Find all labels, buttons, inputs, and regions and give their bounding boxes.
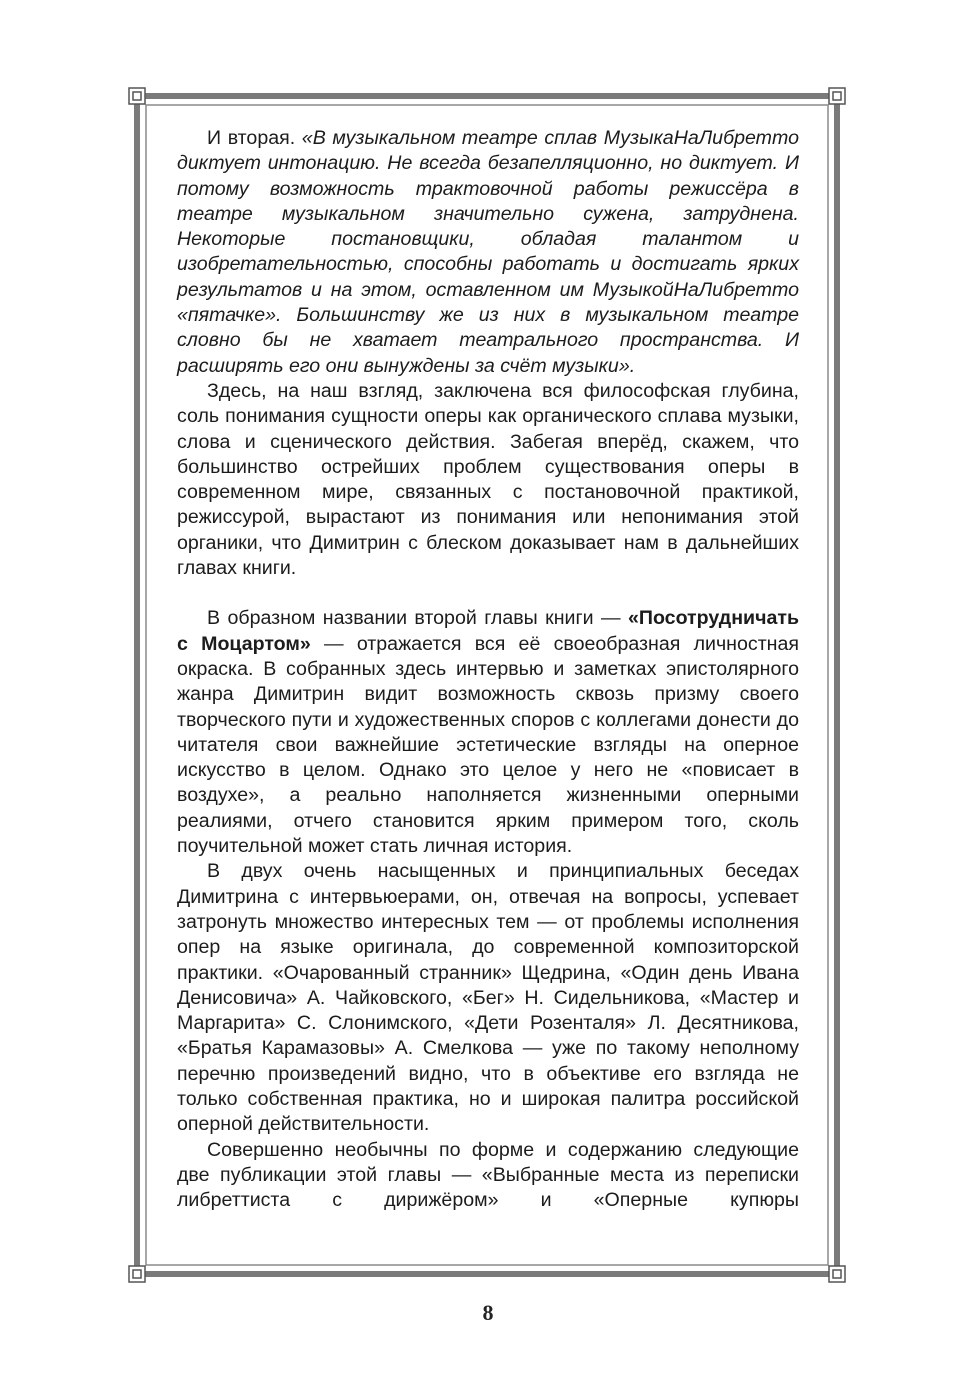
paragraph-second-chapter: В образном названии второй главы книги — «Посотрудничать с Моцартом» — отражается вся её своеобразная личностная окраска. В собранных здесь интервью и заметках эпистолярного жанра Димитрин видит возможность сквозь призму своего творческого пути и художественных споров с коллегами донести до читателя свои важнейшие эстетические взгляды на оперное искусство в целом. Однако это целое у него не «повисает в воздухе», а реально наполняется жизненными оперными реалиями, отчего становится ярким примером того, сколь поучительной может стать личная история. (177, 607, 800, 858)
corner-ornament-bottom-left (129, 1266, 145, 1282)
corner-ornament-top-right (829, 88, 845, 104)
corner-ornament-top-left (129, 88, 145, 104)
paragraph-interviews: В двух очень насыщенных и принципиальных беседах Димитрина с интервьюерами, он, отвечая на вопросы, успевает затронуть множество интересных тем — от проблемы исполнения опер на языке оригинала, до современной композиторской практики. «Очарованный странник» Щедрина, «Один день Ивана Денисовича» А. Чайковского, «Бег» Н. Сидельникова, «Мастер и Маргарита» С. Слонимского, «Дети Розенталя» Л. Десятникова, «Братья Карамазовы» А. Смелкова — уже по такому неполному перечню произведений видно, что в объективе его взгляда не только собственная практика, но и широкая палитра российской оперной действительности. (177, 860, 799, 1136)
body-text (177, 126, 799, 1213)
paragraph-publications: Совершенно необычны по форме и содержанию следующие две публикации этой главы — «Выбранные места из переписки либреттиста с дирижёром» и «Оперные купюры (177, 1138, 799, 1212)
chapter-title-bold: «Посотрудничать с Моцартом» (177, 607, 799, 655)
paragraph-philosophy: Здесь, на наш взгляд, заключена вся философская глубина, соль понимания сущности оперы как органического сплава музыки, слова и сценического действия. Забегая вперёд, скажем, что большинство острейших проблем существования оперы в современном мире, связанных с постановочной практикой, режиссурой, вырастают из понимания или непонимания этой органики, что Димитрин с блеском доказывает нам в дальнейших главах книги. (177, 379, 799, 580)
corner-ornament-bottom-right (829, 1266, 845, 1282)
page-number: 8 (482, 1300, 494, 1325)
quote-italic: «В музыкальном театре сплав МузыкаНаЛибретто диктует интонацию. Не всегда безапелляционно, но диктует. И потому возможность трактовочной работы режиссёра в театре музыкальном значительно сужена, затруднена. Некоторые постановщики, обладая талантом и изобретательностью, способны работать и достигать ярких результатов и на этом, оставленном им МузыкойНаЛибретто «пятачке». Большинству же из них в музыкальном театре словно бы не хватает театрального пространства. И расширять его они вынуждены за счёт музыки». (177, 127, 799, 377)
paragraph-quote: И вторая. «В музыкальном театре сплав МузыкаНаЛибретто диктует интонацию. Не всегда безапелляционно, но диктует. И потому возможность трактовочной работы режиссёра в театре музыкальном значительно сужена, затруднена. Некоторые постановщики, обладая талантом и изобретательностью, способны работать и достигать ярких результатов и на этом, оставленном им МузыкойНаЛибретто «пятачке». Большинству же из них в музыкальном театре словно бы не хватает театрального пространства. И расширять его они вынуждены за счёт музыки». (177, 127, 799, 377)
